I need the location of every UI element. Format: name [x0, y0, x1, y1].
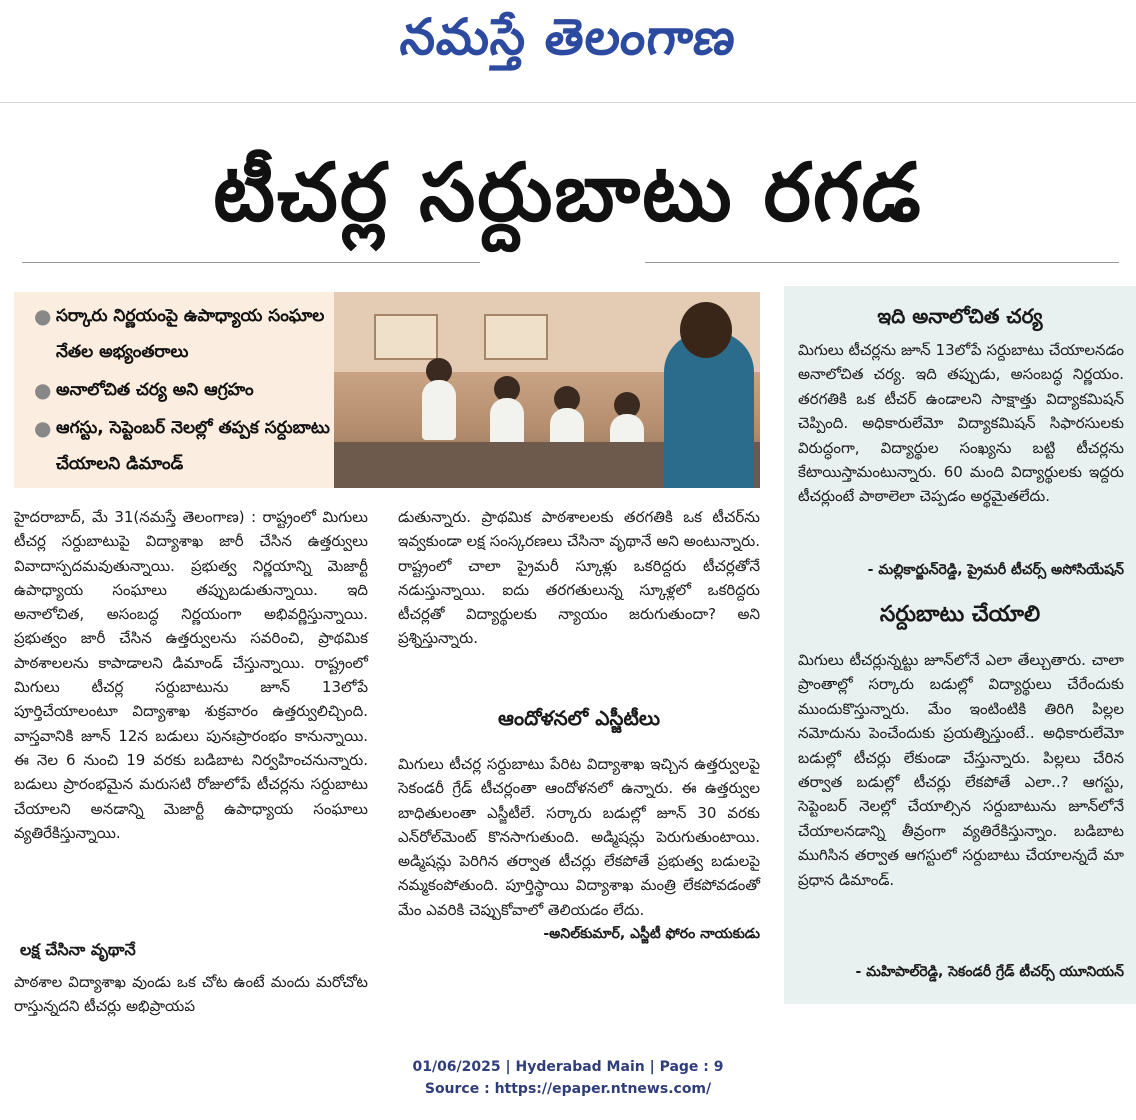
article-paragraph: మిగులు టీచర్ల సర్దుబాటు పేరిట విద్యాశాఖ ఇచ్చిన ఉత్తర్వులపై సెకండరీ గ్రేడ్ టీచర్లంతా ఆందోళనలో ఉన్నారు. ఈ ఉత్తర్వుల బాధితులంతా ఎస్జీటీలే. సర్కారు బడుల్లో జూన్ 30 వరకు ఎన్‌రోల్‌మెంట్ కొనసాగుతుంది. అడ్మిషన్లు పెరుగుతుంటాయి. అడ్మిషన్లు పెరిగిన తర్వాత టీచర్లు లేకపోతే ప్రభుత్వ బడులపై నమ్మకంపోతుంది. పూర్తిస్థాయి విద్యాశాఖ మంత్రి లేకపోవడంతో మేం ఎవరికి చెప్పుకోవాలో తెలియడం లేదు. — [398, 755, 760, 919]
article-column-2-section — [398, 752, 760, 945]
classroom-photo — [334, 292, 760, 488]
photo-teacher — [680, 302, 732, 358]
divider — [22, 262, 480, 263]
sidebar-quote — [798, 338, 1124, 509]
divider — [645, 262, 1119, 263]
article-column-1-continued — [14, 970, 368, 1019]
attribution-text: - మల్లికార్జున్‌రెడ్డి, ప్రైమరీ టీచర్స్ అసోసియేషన్ — [867, 562, 1124, 578]
photo-student — [422, 380, 456, 440]
article-paragraph: హైదరాబాద్, మే 31(నమస్తే తెలంగాణ) : రాష్ట్రంలో మిగులు టీచర్ల సర్దుబాటుపై విద్యాశాఖ జారీ చేసిన ఉత్తర్వులు వివాదాస్పదమవుతున్నాయి. ప్రభుత్వ నిర్ణయాన్ని మెజార్టీ ఉపాధ్యాయ సంఘాలు తప్పుబడుతున్నాయి. ఇది అనాలోచిత, అసంబద్ధ నిర్ణయంగా అభివర్ణిస్తున్నాయి. ప్రభుత్వం జారీ చేసిన ఉత్తర్వులను సవరించి, ప్రాథమిక పాఠశాలలను కాపాడాలని డిమాండ్ చేస్తున్నాయి. రాష్ట్రంలో మిగులు టీచర్ల సర్దుబాటును జూన్ 13లోపే పూర్తిచేయాలంటూ విద్యాశాఖ శుక్రవారం ఉత్తర్వులిచ్చింది. వాస్తవానికి జూన్ 12న బడులు పునఃప్రారంభం కానున్నాయి. ఈ నెల 6 నుంచి 19 వరకు బడిబాట నిర్వహించనున్నారు. బడులు ప్రారంభమైన మరుసటి రోజులోపే టీచర్లను సర్దుబాటు చేయాలని అనడాన్ని మెజార్టీ ఉపాధ్యాయ సంఘాలు వ్యతిరేకిస్తున్నాయి. — [14, 508, 368, 842]
quote-attribution — [798, 562, 1124, 581]
bullet-icon: ● — [34, 416, 52, 440]
attribution-text: - మహిపాల్‌రెడ్డి, సెకండరీ గ్రేడ్ టీచర్స్ యూనియన్ — [855, 964, 1124, 980]
quote-attribution — [798, 964, 1124, 983]
bullet-icon: ● — [34, 378, 52, 402]
article-paragraph: పాఠశాల విద్యాశాఖ వుండు ఒక చోట ఉంటే మందు మరోచోట రాస్తున్నదని టీచర్లు అభిప్రాయప — [14, 973, 368, 1016]
bullet-icon: ● — [34, 304, 52, 328]
page-footer — [0, 1056, 1136, 1100]
sidebar-quote — [798, 648, 1124, 892]
article-column-2 — [398, 505, 760, 651]
newspaper-logo: నమస్తే తెలంగాణ — [397, 8, 740, 66]
photo-window — [374, 314, 438, 360]
photo-window — [484, 314, 548, 360]
masthead — [0, 0, 1136, 100]
source-link[interactable]: Source : https://epaper.ntnews.com/ — [424, 1081, 712, 1097]
sidebar-quotes — [784, 286, 1136, 1004]
section-heading: ఆందోళనలో ఎస్జీటీలు — [497, 706, 661, 730]
sidebar-heading: ఇది అనాలోచిత చర్య — [877, 304, 1043, 328]
edition-info: 01/06/2025 | Hyderabad Main | Page : 9 — [412, 1059, 724, 1075]
sidebar-heading: సర్దుబాటు చేయాలి — [879, 602, 1041, 627]
quote-text: మిగులు టీచర్లను జూన్ 13లోపే సర్దుబాటు చేయాలనడం అనాలోచిత చర్య. ఇది తప్పుడు, అసంబద్ధ నిర్ణయం. తరగతికి ఒక టీచర్ ఉండాలని సాక్షాత్తు విద్యాకమిషన్ చెప్పింది. అధికారులేమో విద్యాకమిషన్ సిఫారసులకు విరుద్ధంగా, విద్యార్థుల సంఖ్యను బట్టి టీచర్లను కేటాయిస్తామంటున్నారు. 60 మంది విద్యార్థులకు ఇద్దరు టీచర్లుంటే పాఠాలెలా చెప్పడం అర్థమైతలేదు. — [798, 341, 1124, 506]
divider — [0, 102, 1136, 103]
highlights-box: ● సర్కారు నిర్ణయంపై ఉపాధ్యాయ సంఘాల నేతల అభ్యంతరాలు ● అనాలోచిత చర్య అని ఆగ్రహం ● ఆగస్టు, సెప్టెంబర్ నెలల్లో తప్పక సర్దుబాటు చేయాలని డిమాండ్ — [14, 292, 334, 488]
article-column-1 — [14, 505, 368, 845]
article-paragraph: డుతున్నారు. ప్రాథమిక పాఠశాలలకు తరగతికి ఒక టీచర్‌ను ఇవ్వకుండా లక్ష సంస్కరణలు చేసినా వృథానే అని అంటున్నారు. రాష్ట్రంలో చాలా ప్రైమరీ స్కూళ్లు ఒకరిద్దరు టీచర్లతోనే నడుస్తున్నాయి. ఐదు తరగతులున్న స్కూళ్లలో ఒకరిద్దరు టీచర్లతో విద్యార్థులకు న్యాయం జరుగుతుందా? అని ప్రశ్నిస్తున్నారు. — [398, 508, 760, 648]
headline: టీచర్ల సర్దుబాటు రగడ — [213, 146, 923, 239]
subheading — [20, 938, 360, 962]
quote-text: మిగులు టీచర్లున్నట్టు జూన్‌లోనే ఎలా తేల్చుతారు. చాలా ప్రాంతాల్లో సర్కారు బడుల్లో విద్యార్థులు చేరేందుకు ముందుకొస్తున్నారు. మేం ఇంటింటికి తిరిగి పిల్లల నమోదును పెంచేందుకు ప్రయత్నిస్తుంటే.. అధికారులేమో బడుల్లో టీచర్లు లేకుండా చేస్తున్నారు. పిల్లలు చేరిన తర్వాత బడుల్లో టీచర్లు లేకపోతే ఎలా..? ఆగస్టు, సెప్టెంబర్ నెలల్లో చేయాల్సిన సర్దుబాటును జూన్‌లోనే చేయాలనడాన్ని తీవ్రంగా వ్యతిరేకిస్తున్నాం. బడిబాట ముగిసిన తర్వాత ఆగస్టులో సర్దుబాటు చేయాలన్నదే మా ప్రధాన డిమాండ్. — [798, 651, 1124, 889]
quote-attribution: -అనిల్‌కుమార్, ఎస్జీటీ ఫోరం నాయకుడు — [543, 926, 760, 943]
subheading-text: లక్ష చేసినా వృథానే — [20, 940, 136, 959]
